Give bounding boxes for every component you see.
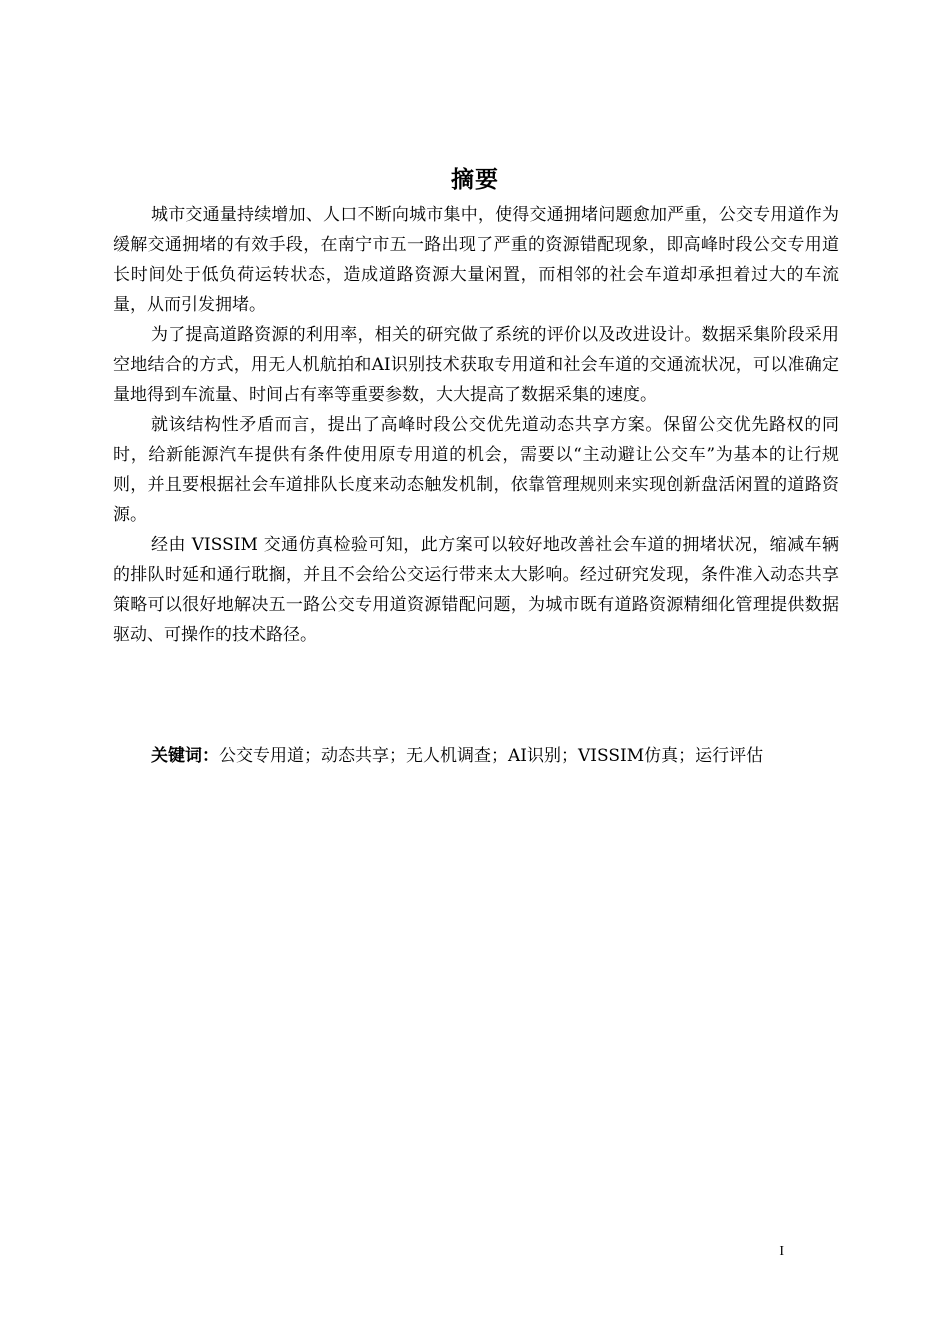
abstract-title: 摘要 (451, 167, 499, 193)
keywords-list: 公交专用道；动态共享；无人机调查；AI识别；VISSIM仿真；运行评估 (219, 746, 764, 766)
keywords-line (151, 741, 871, 771)
page-number: I (779, 1244, 784, 1259)
abstract-paragraph-1: 城市交通量持续增加、人口不断向城市集中，使得交通拥堵问题愈加严重，公交专用道作为缓解交通拥堵的有效手段，在南宁市五一路出现了严重的资源错配现象，即高峰时段公交专用道长时间处于低负荷运转状态，造成道路资源大量闲置，而相邻的社会车道却承担着过大的车流量，从而引发拥堵。 (113, 205, 839, 315)
abstract-paragraph-2: 为了提高道路资源的利用率，相关的研究做了系统的评价以及改进设计。数据采集阶段采用空地结合的方式，用无人机航拍和AI识别技术获取专用道和社会车道的交通流状况，可以准确定量地得到车流量、时间占有率等重要参数，大大提高了数据采集的速度。 (113, 325, 839, 405)
keywords-label: 关键词： (151, 746, 219, 766)
abstract-body (113, 200, 839, 650)
abstract-paragraph-4: 经由 VISSIM 交通仿真检验可知，此方案可以较好地改善社会车道的拥堵状况，缩减车辆的排队时延和通行耽搁，并且不会给公交运行带来太大影响。经过研究发现，条件准入动态共享策略可以很好地解决五一路公交专用道资源错配问题，为城市既有道路资源精细化管理提供数据驱动、可操作的技术路径。 (113, 535, 839, 645)
abstract-paragraph-3: 就该结构性矛盾而言，提出了高峰时段公交优先道动态共享方案。保留公交优先路权的同时，给新能源汽车提供有条件使用原专用道的机会，需要以“主动避让公交车”为基本的让行规则，并且要根据社会车道排队长度来动态触发机制，依靠管理规则来实现创新盘活闲置的道路资源。 (113, 415, 839, 525)
